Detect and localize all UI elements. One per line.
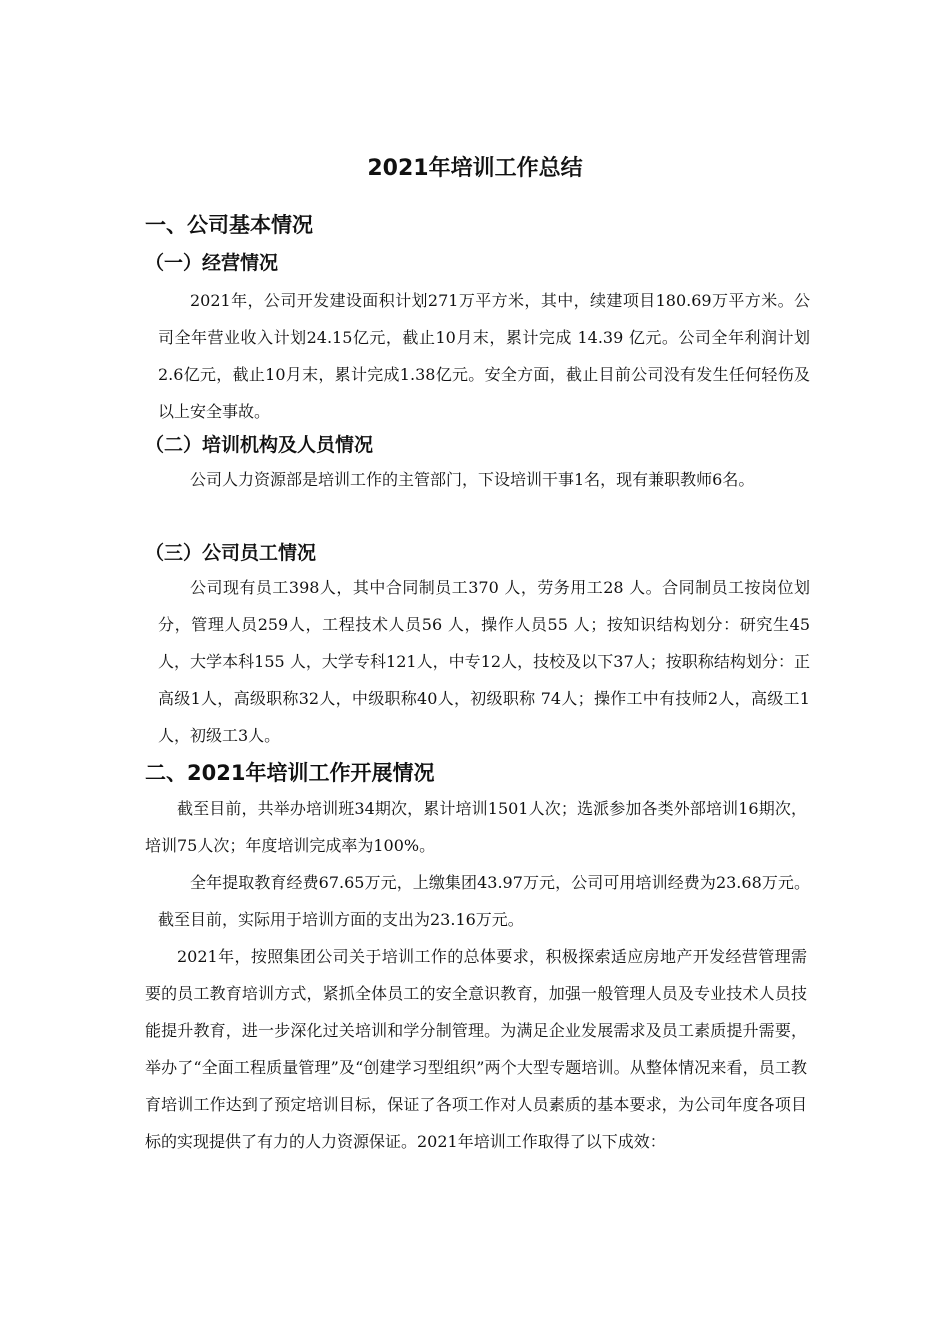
subsection-heading-employees: （三）公司员工情况 <box>145 542 317 564</box>
section-heading-training-progress: 二、2021年培训工作开展情况 <box>145 761 435 785</box>
paragraph-training-organization: 公司人力资源部是培训工作的主管部门，下设培训干事1名，现有兼职教师6名。 <box>190 470 755 489</box>
paragraph-employees: 公司现有员工398人，其中合同制员工370 人，劳务用工28 人。合同制员工按岗位划分，管理人员259人，工程技术人员56 人，操作人员55 人；按知识结构划分：研究生45 人，大学本科155 人，大学专科121人，中专12人，技校及以下37人；按职称结构划分：正高级1人，高级职称32人，中级职称40人，初级职称 74人；操作工中有技师2人，高级工1人，初级工3人。 <box>158 578 810 745</box>
document-title: 2021年培训工作总结 <box>367 156 583 181</box>
paragraph-operations: 2021年，公司开发建设面积计划271万平方米，其中，续建项目180.69万平方米。公司全年营业收入计划24.15亿元，截止10月末，累计完成 14.39 亿元。公司全年利润计划2.6亿元，截止10月末，累计完成1.38亿元。安全方面，截止目前公司没有发生任何轻伤及以上安全事故。 <box>158 291 810 421</box>
paragraph-training-summary: 2021年，按照集团公司关于培训工作的总体要求，积极探索适应房地产开发经营管理需要的员工教育培训方式，紧抓全体员工的安全意识教育，加强一般管理人员及专业技术人员技能提升教育，进一步深化过关培训和学分制管理。为满足企业发展需求及员工素质提升需要，举办了“全面工程质量管理”及“创建学习型组织”两个大型专题培训。从整体情况来看，员工教育培训工作达到了预定培训目标，保证了各项工作对人员素质的基本要求，为公司年度各项目标的实现提供了有力的人力资源保证。2021年培训工作取得了以下成效： <box>145 947 807 1151</box>
section-heading-company-overview: 一、公司基本情况 <box>145 213 313 237</box>
subsection-heading-operations: （一）经营情况 <box>145 252 279 274</box>
subsection-heading-training-organization: （二）培训机构及人员情况 <box>145 434 374 456</box>
paragraph-training-statistics: 截至目前，共举办培训班34期次，累计培训1501人次；选派参加各类外部培训16期次，培训75人次；年度培训完成率为100%。 <box>145 799 807 855</box>
paragraph-training-budget: 全年提取教育经费67.65万元，上缴集团43.97万元，公司可用培训经费为23.68万元。截至目前，实际用于培训方面的支出为23.16万元。 <box>158 873 810 929</box>
